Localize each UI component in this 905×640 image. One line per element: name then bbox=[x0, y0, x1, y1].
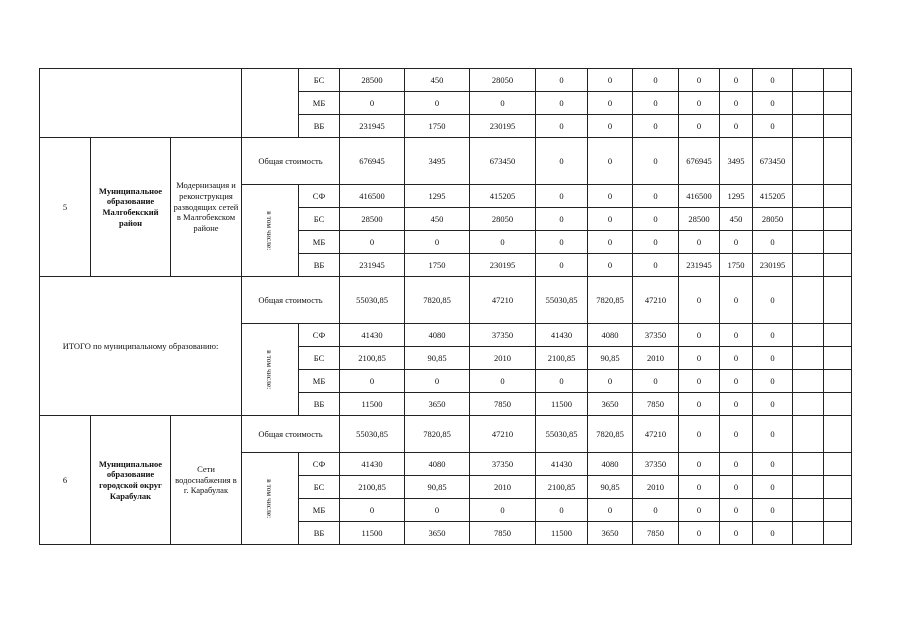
value-cell: 55030,85 bbox=[536, 416, 588, 453]
value-cell: 41430 bbox=[536, 324, 588, 347]
value-cell: 0 bbox=[753, 324, 793, 347]
value-cell: 3650 bbox=[588, 522, 633, 545]
value-cell: 3495 bbox=[720, 138, 753, 185]
table-row bbox=[40, 69, 852, 92]
value-cell bbox=[793, 277, 824, 324]
value-cell: 0 bbox=[633, 370, 679, 393]
value-cell: 0 bbox=[470, 370, 536, 393]
value-cell: 2010 bbox=[470, 476, 536, 499]
table-row bbox=[40, 416, 852, 453]
value-cell: 4080 bbox=[405, 324, 470, 347]
value-cell: 0 bbox=[633, 231, 679, 254]
value-cell: 0 bbox=[720, 69, 753, 92]
value-cell: 7820,85 bbox=[588, 416, 633, 453]
value-cell: 0 bbox=[340, 92, 405, 115]
table-row bbox=[40, 138, 852, 185]
value-cell: 415205 bbox=[470, 185, 536, 208]
value-cell bbox=[793, 254, 824, 277]
value-cell: 37350 bbox=[470, 453, 536, 476]
table-row bbox=[40, 277, 852, 324]
value-cell: 0 bbox=[679, 277, 720, 324]
value-cell: 0 bbox=[633, 499, 679, 522]
value-cell: 2010 bbox=[633, 347, 679, 370]
value-cell: 0 bbox=[536, 208, 588, 231]
municipality-name: Муниципальное образование Малгобекский район bbox=[91, 138, 171, 277]
value-cell: 0 bbox=[633, 69, 679, 92]
vertical-label-text: в том числе: bbox=[265, 211, 275, 251]
value-cell: 37350 bbox=[633, 324, 679, 347]
value-cell: 0 bbox=[536, 499, 588, 522]
value-cell bbox=[824, 347, 852, 370]
value-cell bbox=[793, 393, 824, 416]
fund-type-cell: МБ bbox=[299, 92, 340, 115]
value-cell: 0 bbox=[405, 231, 470, 254]
vertical-label-text: в том числе: bbox=[265, 479, 275, 519]
value-cell: 0 bbox=[720, 499, 753, 522]
value-cell: 3650 bbox=[588, 393, 633, 416]
value-cell: 0 bbox=[679, 115, 720, 138]
value-cell: 0 bbox=[588, 208, 633, 231]
value-cell bbox=[793, 208, 824, 231]
value-cell: 90,85 bbox=[588, 476, 633, 499]
value-cell: 0 bbox=[470, 231, 536, 254]
value-cell: 3495 bbox=[405, 138, 470, 185]
value-cell: 0 bbox=[753, 231, 793, 254]
fund-type-cell: ВБ bbox=[299, 115, 340, 138]
value-cell: 0 bbox=[470, 499, 536, 522]
value-cell: 7820,85 bbox=[405, 277, 470, 324]
blank-cell bbox=[242, 69, 299, 138]
value-cell: 0 bbox=[633, 208, 679, 231]
value-cell: 2100,85 bbox=[340, 347, 405, 370]
value-cell: 41430 bbox=[340, 453, 405, 476]
fund-type-cell: ВБ bbox=[299, 254, 340, 277]
value-cell: 90,85 bbox=[588, 347, 633, 370]
fund-type-cell: ВБ bbox=[299, 522, 340, 545]
value-cell: 55030,85 bbox=[340, 277, 405, 324]
value-cell: 450 bbox=[405, 208, 470, 231]
value-cell bbox=[824, 69, 852, 92]
value-cell: 2100,85 bbox=[340, 476, 405, 499]
value-cell: 28500 bbox=[679, 208, 720, 231]
value-cell: 0 bbox=[536, 254, 588, 277]
value-cell: 28050 bbox=[470, 69, 536, 92]
value-cell bbox=[793, 138, 824, 185]
value-cell: 231945 bbox=[679, 254, 720, 277]
municipality-name: Муниципальное образование городской округ Карабулак bbox=[91, 416, 171, 545]
investment-table bbox=[39, 68, 852, 545]
value-cell: 55030,85 bbox=[340, 416, 405, 453]
value-cell: 0 bbox=[753, 69, 793, 92]
value-cell: 1750 bbox=[720, 254, 753, 277]
value-cell bbox=[824, 370, 852, 393]
value-cell: 0 bbox=[679, 347, 720, 370]
value-cell: 415205 bbox=[753, 185, 793, 208]
value-cell bbox=[824, 138, 852, 185]
value-cell: 0 bbox=[536, 185, 588, 208]
value-cell bbox=[793, 416, 824, 453]
value-cell: 416500 bbox=[679, 185, 720, 208]
value-cell: 0 bbox=[753, 522, 793, 545]
value-cell: 37350 bbox=[633, 453, 679, 476]
value-cell: 0 bbox=[588, 499, 633, 522]
value-cell bbox=[824, 185, 852, 208]
project-name: Сети водоснабжения в г. Карабулак bbox=[171, 416, 242, 545]
value-cell: 0 bbox=[633, 115, 679, 138]
value-cell: 28050 bbox=[470, 208, 536, 231]
value-cell bbox=[793, 185, 824, 208]
value-cell: 0 bbox=[679, 370, 720, 393]
value-cell: 1295 bbox=[405, 185, 470, 208]
value-cell bbox=[793, 476, 824, 499]
value-cell: 0 bbox=[753, 92, 793, 115]
value-cell: 231945 bbox=[340, 115, 405, 138]
itogo-label: ИТОГО по муниципальному образованию: bbox=[40, 277, 242, 416]
value-cell: 0 bbox=[720, 522, 753, 545]
value-cell: 0 bbox=[588, 185, 633, 208]
fund-type-cell: БС bbox=[299, 208, 340, 231]
value-cell bbox=[793, 92, 824, 115]
fund-type-cell: МБ bbox=[299, 370, 340, 393]
value-cell: 3650 bbox=[405, 393, 470, 416]
value-cell: 0 bbox=[753, 416, 793, 453]
value-cell: 0 bbox=[720, 370, 753, 393]
fund-type-cell: СФ bbox=[299, 453, 340, 476]
value-cell bbox=[824, 231, 852, 254]
value-cell bbox=[824, 254, 852, 277]
value-cell: 0 bbox=[720, 347, 753, 370]
fund-type-cell: МБ bbox=[299, 231, 340, 254]
value-cell: 11500 bbox=[536, 522, 588, 545]
value-cell bbox=[824, 476, 852, 499]
value-cell bbox=[793, 115, 824, 138]
blank-cell bbox=[40, 69, 242, 138]
table-body bbox=[40, 69, 852, 545]
value-cell: 673450 bbox=[753, 138, 793, 185]
value-cell bbox=[824, 92, 852, 115]
value-cell: 416500 bbox=[340, 185, 405, 208]
value-cell: 90,85 bbox=[405, 347, 470, 370]
value-cell: 28500 bbox=[340, 69, 405, 92]
value-cell: 0 bbox=[588, 254, 633, 277]
value-cell: 2010 bbox=[633, 476, 679, 499]
value-cell: 4080 bbox=[588, 324, 633, 347]
value-cell bbox=[824, 499, 852, 522]
value-cell: 0 bbox=[753, 347, 793, 370]
value-cell: 0 bbox=[720, 416, 753, 453]
value-cell: 0 bbox=[679, 499, 720, 522]
value-cell: 0 bbox=[536, 69, 588, 92]
value-cell bbox=[793, 453, 824, 476]
value-cell: 2100,85 bbox=[536, 476, 588, 499]
value-cell: 0 bbox=[536, 231, 588, 254]
value-cell bbox=[793, 324, 824, 347]
value-cell: 230195 bbox=[753, 254, 793, 277]
value-cell: 1750 bbox=[405, 115, 470, 138]
value-cell: 7820,85 bbox=[405, 416, 470, 453]
value-cell: 7850 bbox=[633, 393, 679, 416]
fund-type-cell: БС bbox=[299, 69, 340, 92]
value-cell bbox=[824, 324, 852, 347]
value-cell: 47210 bbox=[470, 416, 536, 453]
fund-type-cell: МБ bbox=[299, 499, 340, 522]
value-cell: 37350 bbox=[470, 324, 536, 347]
value-cell: 0 bbox=[679, 453, 720, 476]
vertical-label bbox=[242, 324, 299, 416]
value-cell bbox=[793, 69, 824, 92]
value-cell bbox=[793, 347, 824, 370]
value-cell: 0 bbox=[753, 115, 793, 138]
value-cell: 676945 bbox=[679, 138, 720, 185]
value-cell: 0 bbox=[633, 138, 679, 185]
value-cell: 47210 bbox=[470, 277, 536, 324]
value-cell bbox=[824, 522, 852, 545]
value-cell: 4080 bbox=[405, 453, 470, 476]
value-cell: 0 bbox=[720, 115, 753, 138]
value-cell: 450 bbox=[720, 208, 753, 231]
value-cell: 0 bbox=[588, 370, 633, 393]
value-cell: 0 bbox=[720, 231, 753, 254]
value-cell: 676945 bbox=[340, 138, 405, 185]
value-cell bbox=[824, 453, 852, 476]
value-cell: 0 bbox=[679, 522, 720, 545]
value-cell: 41430 bbox=[536, 453, 588, 476]
value-cell: 673450 bbox=[470, 138, 536, 185]
value-cell: 0 bbox=[720, 324, 753, 347]
value-cell: 0 bbox=[536, 370, 588, 393]
value-cell: 0 bbox=[720, 393, 753, 416]
value-cell: 0 bbox=[720, 476, 753, 499]
value-cell bbox=[824, 208, 852, 231]
value-cell: 7850 bbox=[633, 522, 679, 545]
value-cell bbox=[824, 416, 852, 453]
value-cell: 0 bbox=[753, 370, 793, 393]
value-cell: 41430 bbox=[340, 324, 405, 347]
vertical-label bbox=[242, 185, 299, 277]
value-cell: 0 bbox=[405, 370, 470, 393]
value-cell: 7850 bbox=[470, 522, 536, 545]
value-cell bbox=[793, 499, 824, 522]
value-cell: 4080 bbox=[588, 453, 633, 476]
fund-type-cell: СФ bbox=[299, 185, 340, 208]
value-cell: 0 bbox=[753, 499, 793, 522]
total-cost-label: Общая стоимость bbox=[242, 138, 340, 185]
value-cell: 0 bbox=[633, 254, 679, 277]
value-cell: 11500 bbox=[340, 393, 405, 416]
value-cell: 11500 bbox=[340, 522, 405, 545]
value-cell: 55030,85 bbox=[536, 277, 588, 324]
vertical-label-text: в том числе: bbox=[265, 350, 275, 390]
value-cell: 0 bbox=[340, 231, 405, 254]
value-cell: 28500 bbox=[340, 208, 405, 231]
value-cell bbox=[793, 231, 824, 254]
value-cell: 0 bbox=[536, 138, 588, 185]
project-name: Модернизация и реконструкция разводящих сетей в Малгобекском районе bbox=[171, 138, 242, 277]
value-cell: 0 bbox=[720, 92, 753, 115]
fund-type-cell: СФ bbox=[299, 324, 340, 347]
value-cell: 0 bbox=[753, 393, 793, 416]
value-cell: 0 bbox=[588, 231, 633, 254]
value-cell: 230195 bbox=[470, 254, 536, 277]
value-cell: 7820,85 bbox=[588, 277, 633, 324]
value-cell: 0 bbox=[405, 92, 470, 115]
value-cell: 0 bbox=[470, 92, 536, 115]
value-cell: 0 bbox=[633, 92, 679, 115]
fund-type-cell: БС bbox=[299, 476, 340, 499]
value-cell: 0 bbox=[536, 92, 588, 115]
value-cell: 0 bbox=[340, 499, 405, 522]
value-cell: 0 bbox=[753, 476, 793, 499]
value-cell: 450 bbox=[405, 69, 470, 92]
value-cell: 0 bbox=[679, 416, 720, 453]
row-number: 5 bbox=[40, 138, 91, 277]
value-cell: 7850 bbox=[470, 393, 536, 416]
total-cost-label: Общая стоимость bbox=[242, 277, 340, 324]
value-cell: 0 bbox=[588, 138, 633, 185]
value-cell bbox=[824, 393, 852, 416]
value-cell: 2010 bbox=[470, 347, 536, 370]
value-cell: 1750 bbox=[405, 254, 470, 277]
value-cell: 0 bbox=[588, 69, 633, 92]
value-cell: 230195 bbox=[470, 115, 536, 138]
value-cell: 0 bbox=[679, 324, 720, 347]
value-cell: 3650 bbox=[405, 522, 470, 545]
value-cell: 231945 bbox=[340, 254, 405, 277]
value-cell: 0 bbox=[405, 499, 470, 522]
total-cost-label: Общая стоимость bbox=[242, 416, 340, 453]
value-cell: 0 bbox=[720, 277, 753, 324]
value-cell: 0 bbox=[753, 277, 793, 324]
value-cell: 0 bbox=[679, 393, 720, 416]
value-cell bbox=[793, 522, 824, 545]
value-cell: 0 bbox=[679, 476, 720, 499]
value-cell: 0 bbox=[679, 92, 720, 115]
value-cell: 0 bbox=[720, 453, 753, 476]
value-cell: 0 bbox=[536, 115, 588, 138]
value-cell: 0 bbox=[679, 231, 720, 254]
row-number: 6 bbox=[40, 416, 91, 545]
value-cell: 47210 bbox=[633, 416, 679, 453]
value-cell: 28050 bbox=[753, 208, 793, 231]
value-cell: 0 bbox=[588, 115, 633, 138]
value-cell: 0 bbox=[340, 370, 405, 393]
value-cell: 0 bbox=[679, 69, 720, 92]
value-cell: 11500 bbox=[536, 393, 588, 416]
fund-type-cell: ВБ bbox=[299, 393, 340, 416]
value-cell: 90,85 bbox=[405, 476, 470, 499]
value-cell: 1295 bbox=[720, 185, 753, 208]
value-cell: 0 bbox=[753, 453, 793, 476]
value-cell bbox=[793, 370, 824, 393]
value-cell: 47210 bbox=[633, 277, 679, 324]
value-cell: 2100,85 bbox=[536, 347, 588, 370]
fund-type-cell: БС bbox=[299, 347, 340, 370]
value-cell bbox=[824, 115, 852, 138]
value-cell: 0 bbox=[633, 185, 679, 208]
value-cell bbox=[824, 277, 852, 324]
value-cell: 0 bbox=[588, 92, 633, 115]
vertical-label bbox=[242, 453, 299, 545]
